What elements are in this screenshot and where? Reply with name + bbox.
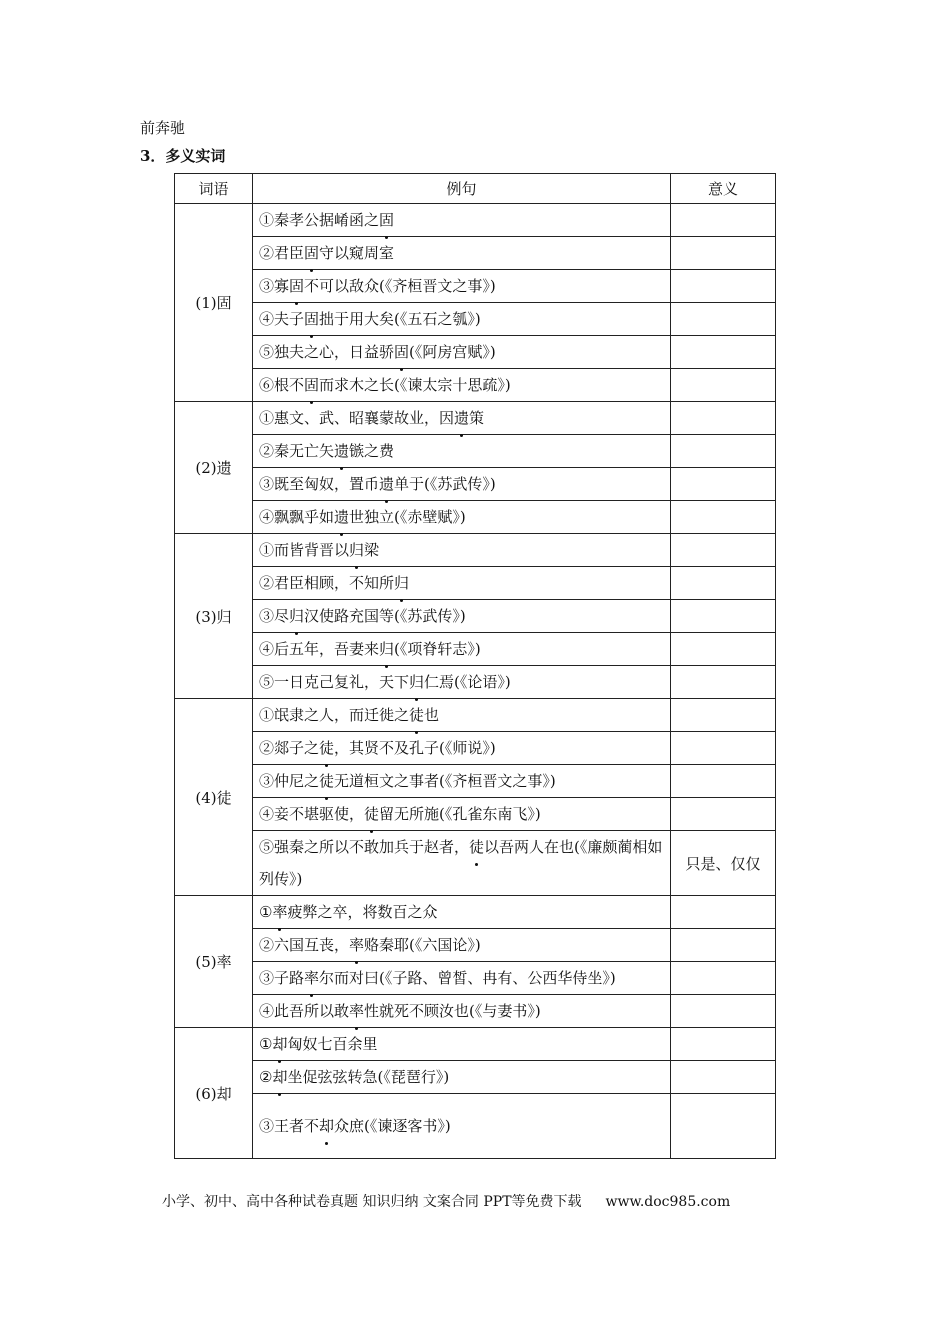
- example-text-before: ③尽: [259, 607, 290, 625]
- example-text-before: ②: [259, 1068, 273, 1086]
- table-row: [175, 798, 776, 831]
- emphasized-word: 徒: [319, 732, 334, 764]
- table-row: [175, 402, 776, 435]
- example-cell: [253, 534, 671, 567]
- emphasized-word: 固: [304, 237, 319, 269]
- footer-url: www.doc985.com: [605, 1194, 731, 1210]
- example-cell: [253, 237, 671, 270]
- example-text-after: 汉使路充国等(《苏武传》): [304, 607, 466, 625]
- emphasized-word: 遗: [334, 501, 349, 533]
- example-text-before: ⑤独夫之心，日益骄: [259, 343, 395, 361]
- emphasized-word: 遗: [454, 402, 469, 434]
- meaning-cell: [671, 1028, 776, 1061]
- table-row: [175, 1061, 776, 1094]
- example-text-before: ③子路: [259, 969, 305, 987]
- example-text-before: ②君臣: [259, 244, 305, 262]
- example-cell: [253, 303, 671, 336]
- example-text-before: ③既至匈奴，置币: [259, 475, 380, 493]
- example-cell: [253, 765, 671, 798]
- table-row: [175, 831, 776, 896]
- example-cell: [253, 270, 671, 303]
- example-cell: [253, 798, 671, 831]
- example-text-after: 单于(《苏武传》): [394, 475, 496, 493]
- table-body: [175, 204, 776, 1159]
- example-cell: [253, 567, 671, 600]
- example-text-before: ①: [259, 1035, 273, 1053]
- meaning-cell: [671, 1094, 776, 1159]
- table-row: [175, 732, 776, 765]
- example-cell: [253, 732, 671, 765]
- table-row: [175, 435, 776, 468]
- word-cell: (5)率: [175, 896, 253, 1028]
- example-cell: [253, 600, 671, 633]
- emphasized-word: 归: [289, 600, 304, 632]
- meaning-cell: [671, 336, 776, 369]
- example-text-before: ①而皆背晋以: [259, 541, 350, 559]
- footer-text: 小学、初中、高中各种试卷真题 知识归纳 文案合同 PPT等免费下载: [162, 1194, 582, 1210]
- table-row: [175, 896, 776, 929]
- example-text-after: 以吾两人在也(《廉颇蔺相如列传》): [259, 838, 663, 888]
- word-cell: (1)固: [175, 204, 253, 402]
- word-cell: (4)徒: [175, 699, 253, 896]
- example-text-after: 也: [424, 706, 440, 724]
- word-cell: (6)却: [175, 1028, 253, 1159]
- example-text-after: ，其贤不及孔子(《师说》): [334, 739, 496, 757]
- example-cell: [253, 1028, 671, 1061]
- meaning-cell: 只是、仅仅: [671, 831, 776, 896]
- polysemous-words-table: [174, 173, 776, 1159]
- table-row: [175, 336, 776, 369]
- emphasized-word: 固: [289, 270, 304, 302]
- table-row: [175, 534, 776, 567]
- table-row: [175, 699, 776, 732]
- example-text-before: ⑥根不: [259, 376, 305, 394]
- example-text-after: 性就死不顾汝也(《与妻书》): [364, 1002, 541, 1020]
- table-row: [175, 204, 776, 237]
- emphasized-word: 却: [319, 1110, 334, 1142]
- emphasized-word: 归: [379, 633, 394, 665]
- example-text-before: ①秦孝公据崤函之: [259, 211, 380, 229]
- table-row: [175, 600, 776, 633]
- meaning-cell: [671, 270, 776, 303]
- example-cell: [253, 699, 671, 732]
- example-text-before: ②秦无亡矢: [259, 442, 335, 460]
- meaning-cell: [671, 369, 776, 402]
- table-row: [175, 567, 776, 600]
- example-cell: [253, 204, 671, 237]
- meaning-cell: [671, 468, 776, 501]
- example-text-after: 坐促弦弦转急(《琵琶行》): [287, 1068, 450, 1086]
- example-cell: [253, 336, 671, 369]
- example-text-before: ②六国互丧，: [259, 936, 350, 954]
- meaning-cell: [671, 798, 776, 831]
- table-row: [175, 501, 776, 534]
- example-text-before: ①: [259, 903, 273, 921]
- table-row: [175, 1094, 776, 1159]
- example-text-before: ③王者不: [259, 1117, 320, 1135]
- meaning-cell: [671, 237, 776, 270]
- emphasized-word: 固: [304, 369, 319, 401]
- example-text-before: ④此吾所以敢: [259, 1002, 350, 1020]
- table-row: [175, 270, 776, 303]
- table-row: [175, 468, 776, 501]
- example-text-before: ④妾不堪驱使，: [259, 805, 365, 823]
- meaning-cell: [671, 765, 776, 798]
- emphasized-word: 率: [349, 929, 364, 961]
- section-title: 3．多义实词: [140, 147, 226, 165]
- emphasized-word: 徒: [319, 765, 334, 797]
- example-text-before: ②郯子之: [259, 739, 320, 757]
- example-text-after: 仁焉(《论语》): [424, 673, 511, 691]
- meaning-cell: [671, 534, 776, 567]
- example-cell: [253, 666, 671, 699]
- emphasized-word: 遗: [334, 435, 349, 467]
- emphasized-word: 率: [272, 896, 287, 928]
- emphasized-word: 固: [394, 336, 409, 368]
- meaning-cell: [671, 699, 776, 732]
- preceding-text-line: 前奔驰: [140, 119, 186, 137]
- example-cell: [253, 831, 671, 896]
- emphasized-word: 徒: [409, 699, 424, 731]
- example-text-after: 镞之费: [349, 442, 395, 460]
- example-text-after: 疲弊之卒，将数百之众: [287, 903, 438, 921]
- meaning-cell: [671, 962, 776, 995]
- example-text-after: (《阿房宫赋》): [409, 343, 496, 361]
- meaning-cell: [671, 929, 776, 962]
- example-text-after: 而求木之长(《谏太宗十思疏》): [319, 376, 511, 394]
- example-text-after: (《项脊轩志》): [394, 640, 481, 658]
- example-text-before: ④飘飘乎如: [259, 508, 335, 526]
- meaning-cell: [671, 600, 776, 633]
- meaning-cell: [671, 995, 776, 1028]
- meaning-cell: [671, 732, 776, 765]
- example-cell: [253, 1061, 671, 1094]
- example-cell: [253, 501, 671, 534]
- emphasized-word: 却: [272, 1028, 287, 1060]
- example-cell: [253, 468, 671, 501]
- example-text-after: 策: [469, 409, 485, 427]
- example-cell: [253, 369, 671, 402]
- example-text-after: 守以窥周室: [319, 244, 395, 262]
- table-row: [175, 765, 776, 798]
- example-text-after: 拙于用大矣(《五石之瓠》): [319, 310, 481, 328]
- header-word: 词语: [175, 174, 253, 204]
- example-cell: [253, 962, 671, 995]
- example-cell: [253, 402, 671, 435]
- example-text-before: ①惠文、武、昭襄蒙故业，因: [259, 409, 455, 427]
- example-cell: [253, 633, 671, 666]
- example-text-after: 无道桓文之事者(《齐桓晋文之事》): [334, 772, 556, 790]
- emphasized-word: 徒: [469, 831, 484, 863]
- meaning-cell: [671, 402, 776, 435]
- table-row: [175, 369, 776, 402]
- meaning-cell: [671, 896, 776, 929]
- emphasized-word: 徒: [364, 798, 379, 830]
- meaning-cell: [671, 501, 776, 534]
- meaning-cell: [671, 1061, 776, 1094]
- meaning-cell: [671, 567, 776, 600]
- emphasized-word: 率: [304, 962, 319, 994]
- example-cell: [253, 1094, 671, 1159]
- table-row: [175, 303, 776, 336]
- example-text-before: ⑤强秦之所以不敢加兵于赵者，: [259, 838, 470, 856]
- example-text-before: ③仲尼之: [259, 772, 320, 790]
- example-text-before: ②君臣相顾，不知所: [259, 574, 395, 592]
- example-text-after: 世独立(《赤壁赋》): [349, 508, 466, 526]
- table-row: [175, 666, 776, 699]
- meaning-cell: [671, 435, 776, 468]
- meaning-cell: [671, 204, 776, 237]
- emphasized-word: 率: [349, 995, 364, 1027]
- word-cell: (3)归: [175, 534, 253, 699]
- emphasized-word: 归: [409, 666, 424, 698]
- example-text-after: 不可以敌众(《齐桓晋文之事》): [304, 277, 496, 295]
- table-row: [175, 1028, 776, 1061]
- example-cell: [253, 995, 671, 1028]
- example-text-before: ⑤一日克己复礼，天下: [259, 673, 410, 691]
- example-text-after: 留无所施(《孔雀东南飞》): [379, 805, 541, 823]
- example-text-before: ①氓隶之人，而迁徙之: [259, 706, 410, 724]
- example-text-before: ④后五年，吾妻来: [259, 640, 380, 658]
- footer: [162, 1191, 730, 1211]
- table-row: [175, 962, 776, 995]
- word-cell: (2)遗: [175, 402, 253, 534]
- table-row: [175, 237, 776, 270]
- example-cell: [253, 896, 671, 929]
- example-text-after: 赂秦耶(《六国论》): [364, 936, 481, 954]
- emphasized-word: 遗: [379, 468, 394, 500]
- emphasized-word: 却: [272, 1061, 287, 1093]
- emphasized-word: 归: [349, 534, 364, 566]
- example-cell: [253, 929, 671, 962]
- table-row: [175, 995, 776, 1028]
- example-text-after: 匈奴七百余里: [287, 1035, 378, 1053]
- meaning-cell: [671, 633, 776, 666]
- header-example: 例句: [253, 174, 671, 204]
- emphasized-word: 固: [379, 204, 394, 236]
- example-text-before: ④夫子: [259, 310, 305, 328]
- meaning-cell: [671, 303, 776, 336]
- example-cell: [253, 435, 671, 468]
- meaning-cell: [671, 666, 776, 699]
- emphasized-word: 固: [304, 303, 319, 335]
- header-meaning: 意义: [671, 174, 776, 204]
- example-text-after: 梁: [364, 541, 380, 559]
- table-row: [175, 929, 776, 962]
- example-text-before: ③寡: [259, 277, 290, 295]
- emphasized-word: 归: [394, 567, 409, 599]
- example-text-after: 众庶(《谏逐客书》): [334, 1117, 451, 1135]
- table-row: [175, 633, 776, 666]
- table-header-row: [175, 174, 776, 204]
- example-text-after: 尔而对曰(《子路、曾皙、冉有、公西华侍坐》): [319, 969, 616, 987]
